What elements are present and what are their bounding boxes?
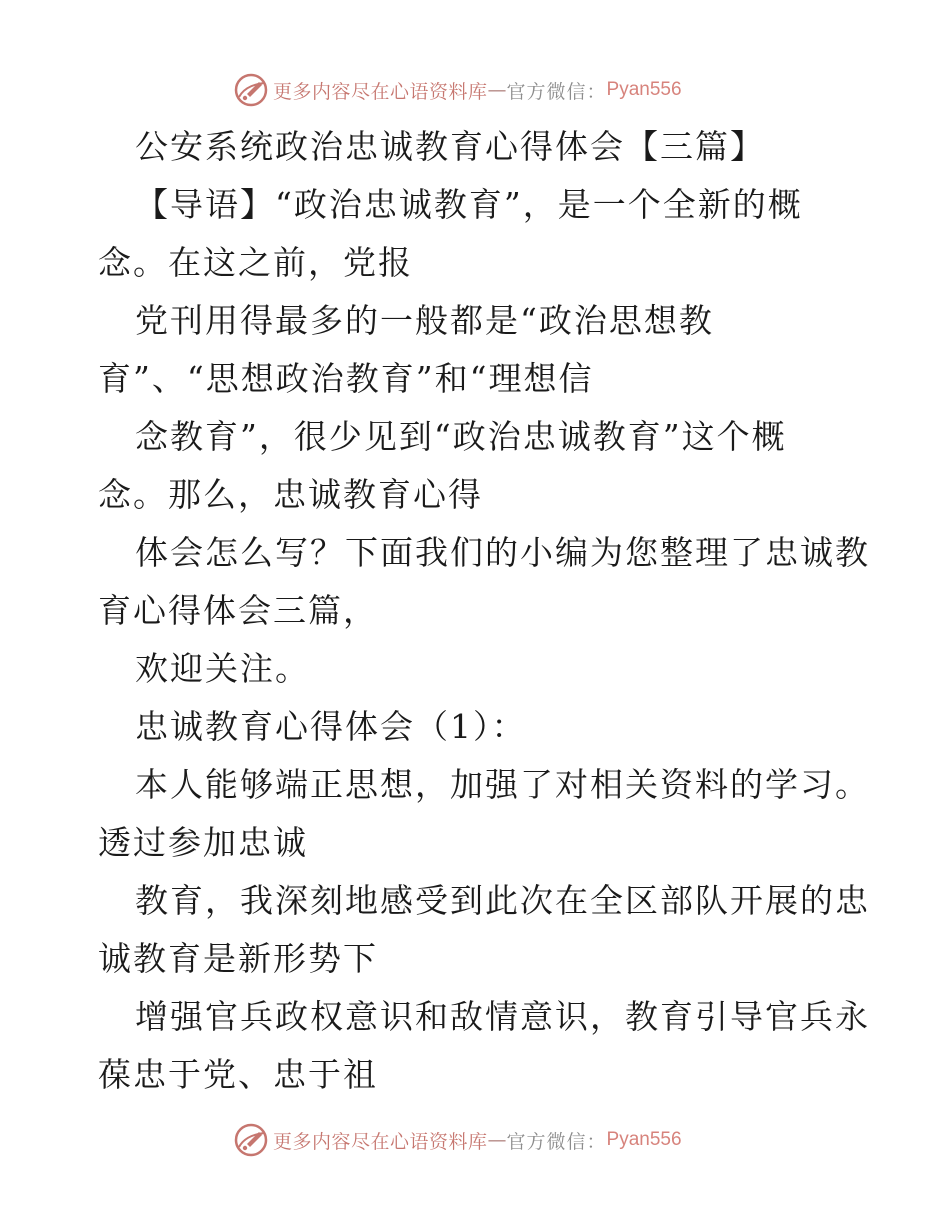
pen-logo-icon bbox=[233, 1122, 269, 1158]
text-line: 诚教育是新形势下 bbox=[98, 939, 378, 978]
text-line: 增强官兵政权意识和敌情意识，教育引导官兵永 bbox=[135, 997, 870, 1036]
watermark-separator: — bbox=[487, 1129, 507, 1151]
watermark-account: Pyan556 bbox=[606, 1129, 682, 1150]
text-line: 党刊用得最多的一般都是“政治思想教 bbox=[135, 301, 714, 340]
text-line: 体会怎么写？下面我们的小编为您整理了忠诚教 bbox=[135, 533, 870, 572]
text-line: 念。在这之前，党报 bbox=[98, 243, 413, 282]
watermark-label: 官方微信： bbox=[506, 1130, 607, 1153]
text-line: 葆忠于党、忠于祖 bbox=[98, 1055, 378, 1094]
footer-watermark bbox=[233, 1120, 682, 1160]
text-line: 育心得体会三篇， bbox=[98, 591, 378, 630]
pen-logo-icon bbox=[233, 72, 269, 108]
text-line: 本人能够端正思想，加强了对相关资料的学习。 bbox=[135, 765, 870, 804]
watermark-main-text: 更多内容尽在心语资料库 bbox=[273, 1130, 488, 1153]
text-line: 念。那么，忠诚教育心得 bbox=[98, 475, 483, 514]
header-watermark bbox=[233, 70, 682, 110]
watermark-main-text: 更多内容尽在心语资料库 bbox=[273, 80, 488, 103]
document-title: 公安系统政治忠诚教育心得体会【三篇】 bbox=[135, 127, 765, 166]
text-line: 念教育”，很少见到“政治忠诚教育”这个概 bbox=[135, 417, 787, 456]
watermark-separator: — bbox=[487, 79, 507, 101]
text-line: 欢迎关注。 bbox=[135, 649, 310, 688]
text-line: 【导语】“政治忠诚教育”，是一个全新的概 bbox=[135, 185, 803, 224]
watermark-label: 官方微信： bbox=[506, 80, 607, 103]
watermark-account: Pyan556 bbox=[606, 79, 682, 100]
text-line: 透过参加忠诚 bbox=[98, 823, 308, 862]
text-line: 育”、“思想政治教育”和“理想信 bbox=[98, 359, 594, 398]
section-heading: 忠诚教育心得体会（1）： bbox=[135, 707, 527, 746]
text-line: 教育，我深刻地感受到此次在全区部队开展的忠 bbox=[135, 881, 870, 920]
